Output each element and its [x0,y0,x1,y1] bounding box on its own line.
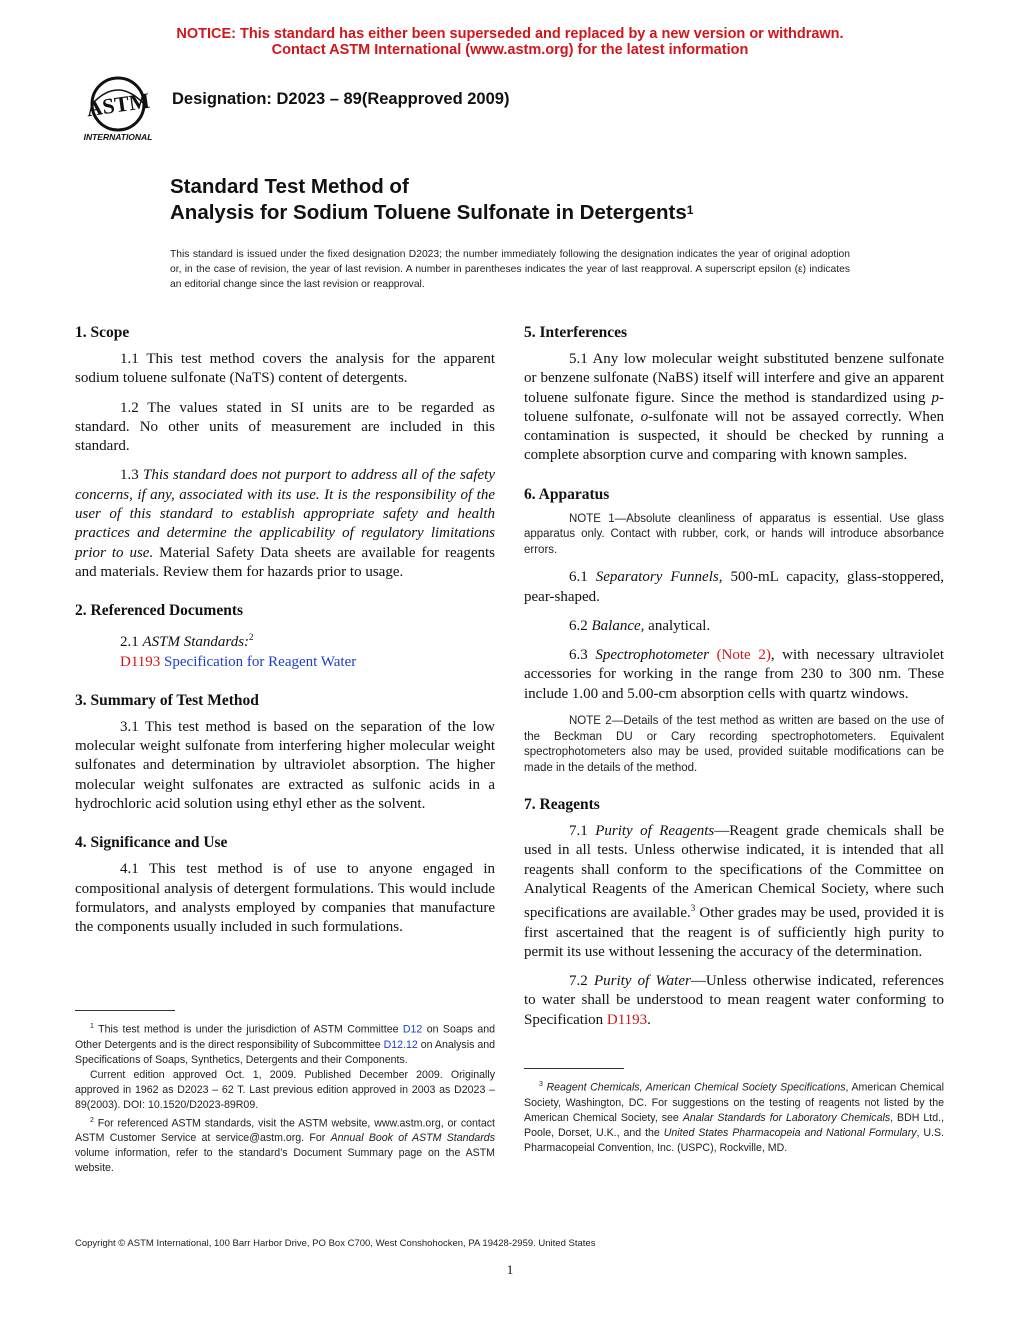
copyright: Copyright © ASTM International, 100 Barr Harbor Drive, PO Box C700, West Conshohocken, PA 19428-2959. United States [75,1238,596,1249]
footnotes-right [524,1068,944,1156]
preamble: This standard is issued under the fixed designation D2023; the number immediately following the designation indicates the year of original adoption or, in the case of revision, the year of last revision. A number in parentheses indicates the year of last reapproval. A superscript epsilon (ε) indicates an editorial change since the last revision or reapproval. [170,249,850,290]
notice-line-1: NOTICE: This standard has either been superseded and replaced by a new version or withdrawn. [176,26,844,42]
reagents-7-2: 7.2 Purity of Water—Unless otherwise indicated, references to water shall be understood to mean reagent water conforming to Specification D1193. [524,973,944,1028]
d12-12-link[interactable]: D12.12 [383,1038,418,1051]
apparatus-6-1: 6.1 Separatory Funnels, 500-mL capacity, glass-stoppered, pear-shaped. [524,569,945,605]
d12-link[interactable]: D12 [402,1023,423,1036]
significance-4-1: 4.1 This test method is of use to anyone engaged in compositional analysis of detergent formulations. This would include formulators, and analysts employed by companies that manufacture the components usually included in such formulations. [75,861,495,936]
interferences-heading: 5. Interferences [524,324,628,341]
section-reagents [524,794,944,1030]
d1193-link[interactable]: D1193 [120,653,161,670]
footnote-rule [75,1010,175,1011]
apparatus-note-2: NOTE 2—Details of the test method as written are based on the use of the Beckman DU or Cary recording spectrophotometers. Equivalent spectrophotometers also may be used, provided suitable modifications can be made in the details of the method. [524,715,944,774]
section-interferences [524,322,944,466]
apparatus-note-1: NOTE 1—Absolute cleanliness of apparatus is essential. Use glass apparatus only. Contact with rubber, cork, or hands will introduce absorbance errors. [524,512,944,556]
significance-heading: 4. Significance and Use [75,834,228,852]
designation: Designation: D2023 – 89(Reapproved 2009) [172,90,510,108]
notice-line-2: Contact ASTM International (www.astm.org) for the latest information [271,42,749,58]
referenced-heading: 2. Referenced Documents [75,602,244,620]
left-column [75,322,495,956]
scope-1-2: 1.2 The values stated in SI units are to be regarded as standard. No other units of measurement are included in this standard. [75,399,495,455]
referenced-2-1: 2.1 ASTM Standards:$^2$ [120,632,254,651]
summary-3-1: 3.1 This test method is based on the separation of the low molecular weight sulfonate from interfering higher molecular weight sulfonates and determination by ultraviolet absorption. The higher molecular weight sulfonates are extracted as sulfonic acids in a hydrochloric acid solution using ethyl ether as the solvent. [75,718,495,813]
d1193-spec-link[interactable]: D1193 [606,1011,648,1028]
reagents-7-1: 7.1 Purity of Reagents—Reagent grade chemicals shall be used in all tests. Unless otherwise indicated, it is intended that all reagents shall conform to the specifications of the Committee on Analytical Reagents of the American Chemical Society, where such specifications are available.$^3$ Other grades may be used, provided it is first ascertained that the reagent is of sufficiently high purity to permit its use without lessening the accuracy of the determination. [524,823,944,960]
apparatus-6-3: 6.3 Spectrophotometer (Note 2), with necessary ultraviolet accessories for working in the range from 230 to 300 nm. These include 1.00 and 5.00-cm absorption cells with quartz windows. [524,647,945,702]
right-column [524,322,944,1048]
footnotes-left [75,1010,495,1176]
footnote-1-edition: Current edition approved Oct. 1, 2009. Published December 2009. Originally approved in 1962 as D2023 – 62 T. Last previous edition approved in 2003 as D2023 – 89(2003). DOI: 10.1520/D2023-89R09. [75,1068,495,1111]
d1193-title-link[interactable]: Specification for Reagent Water [160,653,357,670]
title-footnote-ref: 1 [686,203,694,217]
footnote-2: $^2$ For referenced ASTM standards, visit the ASTM website, www.astm.org, or contact ASTM Customer Service at service@astm.org. For Annual Book of ASTM Standards volume information, refer to the standard’s Document Summary page on the ASTM website. [75,1116,495,1175]
scope-heading: 1. Scope [75,324,130,341]
apparatus-6-2: 6.2 Balance, analytical. [569,617,711,634]
page-number: 1 [506,1262,514,1277]
reagents-heading: 7. Reagents [524,796,600,814]
footnote-rule-right [524,1068,624,1069]
footnote-1: $^1$ This test method is under the jurisdiction of ASTM Committee D12 on Soaps and Other Detergents and is the direct responsibility of Subcommittee D12.12 on Analysis and Specifications of Soaps, Synthetics, Detergents and their Components. [75,1023,495,1066]
apparatus-heading: 6. Apparatus [524,485,610,503]
summary-heading: 3. Summary of Test Method [75,691,259,709]
document-title [170,174,693,226]
astm-logo [74,74,162,144]
logo-subtext: INTERNATIONAL [83,132,153,142]
interferences-5-1: 5.1 Any low molecular weight substituted benzene sulfonate or benzene sulfonate (NaBS) itself will interfere and give an apparent toluene sulfonate figure. Since the method is standardized using p-toluene sulfonate, o-sulfonate will not be assayed correctly. When contamination is suspected, it should be checked by running a complete absorption curve and comparing with known samples. [524,351,944,464]
note-2-link[interactable]: (Note 2) [716,647,771,664]
section-scope [75,322,495,582]
title-line-1: Standard Test Method of [170,175,409,198]
d1193-reference [75,653,495,672]
notice-banner [0,26,1020,58]
section-summary [75,690,495,814]
section-apparatus [524,484,944,776]
footnote-3: $^3$ Reagent Chemicals, American Chemical Society Specifications, American Chemical Society, Washington, DC. For suggestions on the testing of reagents not listed by the American Chemical Society, see Analar Standards for Laboratory Chemicals, BDH Ltd., Poole, Dorset, U.K., and the United States Pharmacopeia and National Formulary, U.S. Pharmacopeial Convention, Inc. (USPC), Rockville, MD. [524,1081,945,1154]
logo-text: ASTM [84,87,152,122]
title-line-2: Analysis for Sodium Toluene Sulfonate in Detergents$^1$ [170,201,694,224]
scope-1-1: 1.1 This test method covers the analysis for the apparent sodium toluene sulfonate (NaTS) content of detergents. [75,351,495,387]
section-significance [75,832,495,937]
scope-1-3: 1.3 This standard does not purport to address all of the safety concerns, if any, associated with its use. It is the responsibility of the user of this standard to establish appropriate safety and health practices and determine the applicability of regulatory limitations prior to use. Material Safety Data sheets are available for reagents and materials. Review them for hazards prior to usage. [75,467,496,580]
section-referenced [75,600,495,672]
